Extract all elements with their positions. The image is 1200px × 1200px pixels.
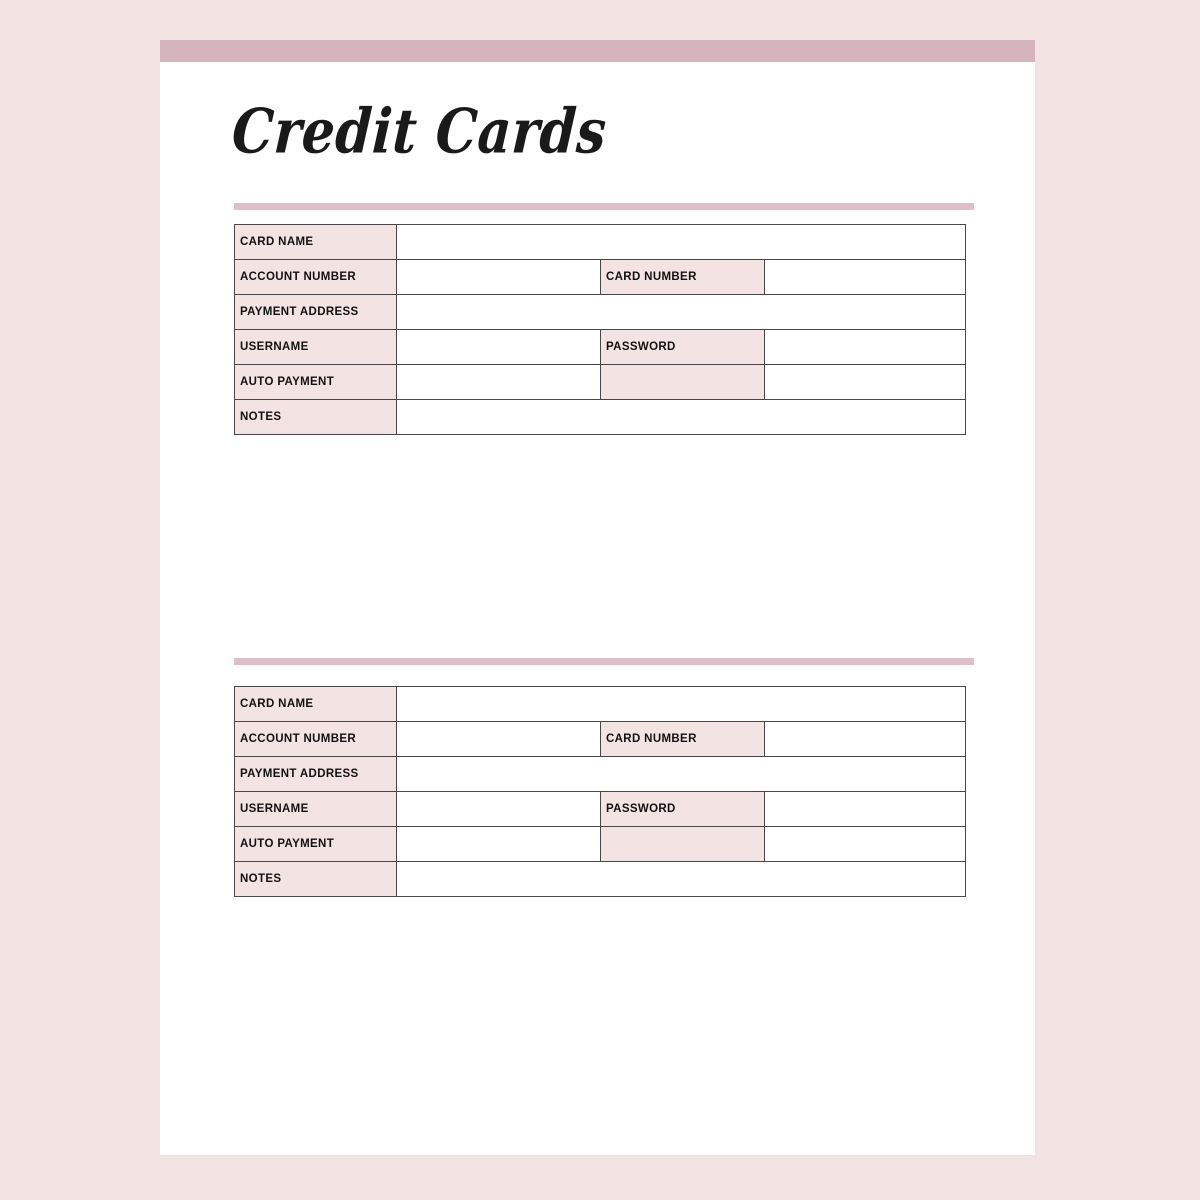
label-payment-address: PAYMENT ADDRESS (235, 757, 397, 792)
field-account-number-2[interactable] (397, 722, 601, 757)
table-row (235, 722, 966, 757)
table-row (235, 687, 966, 722)
field-auto-payment-1[interactable] (397, 365, 601, 400)
label-notes: NOTES (235, 400, 397, 435)
field-password-1[interactable] (765, 330, 966, 365)
label-auto-payment: AUTO PAYMENT (235, 365, 397, 400)
field-account-number-1[interactable] (397, 260, 601, 295)
label-card-number: CARD NUMBER (601, 722, 765, 757)
label-notes: NOTES (235, 862, 397, 897)
table-row (235, 757, 966, 792)
field-notes-1[interactable] (397, 400, 966, 435)
credit-card-entry-table-1 (234, 224, 966, 435)
table-row (235, 827, 966, 862)
field-auto-payment-extra-1[interactable] (601, 365, 765, 400)
printable-page-sheet (160, 40, 1035, 1155)
table-row (235, 225, 966, 260)
section-divider-1 (234, 203, 974, 210)
table-row (235, 365, 966, 400)
table-row (235, 295, 966, 330)
field-auto-payment-right-2[interactable] (765, 827, 966, 862)
label-username: USERNAME (235, 330, 397, 365)
section-divider-2 (234, 658, 974, 665)
label-card-name: CARD NAME (235, 225, 397, 260)
page-title: Credit Cards (230, 96, 609, 169)
field-payment-address-2[interactable] (397, 757, 966, 792)
table-row (235, 792, 966, 827)
label-account-number: ACCOUNT NUMBER (235, 722, 397, 757)
table-row-notes (235, 400, 966, 435)
field-card-name-1[interactable] (397, 225, 966, 260)
field-card-name-2[interactable] (397, 687, 966, 722)
field-notes-2[interactable] (397, 862, 966, 897)
field-auto-payment-right-1[interactable] (765, 365, 966, 400)
field-username-1[interactable] (397, 330, 601, 365)
table-row-notes (235, 862, 966, 897)
label-password: PASSWORD (601, 792, 765, 827)
field-auto-payment-extra-2[interactable] (601, 827, 765, 862)
field-username-2[interactable] (397, 792, 601, 827)
field-card-number-2[interactable] (765, 722, 966, 757)
top-accent-band (160, 40, 1035, 62)
field-payment-address-1[interactable] (397, 295, 966, 330)
credit-card-entry-table-2 (234, 686, 966, 897)
field-card-number-1[interactable] (765, 260, 966, 295)
label-payment-address: PAYMENT ADDRESS (235, 295, 397, 330)
field-auto-payment-2[interactable] (397, 827, 601, 862)
label-username: USERNAME (235, 792, 397, 827)
label-account-number: ACCOUNT NUMBER (235, 260, 397, 295)
table-row (235, 260, 966, 295)
field-password-2[interactable] (765, 792, 966, 827)
table-row (235, 330, 966, 365)
label-card-number: CARD NUMBER (601, 260, 765, 295)
label-auto-payment: AUTO PAYMENT (235, 827, 397, 862)
label-card-name: CARD NAME (235, 687, 397, 722)
label-password: PASSWORD (601, 330, 765, 365)
